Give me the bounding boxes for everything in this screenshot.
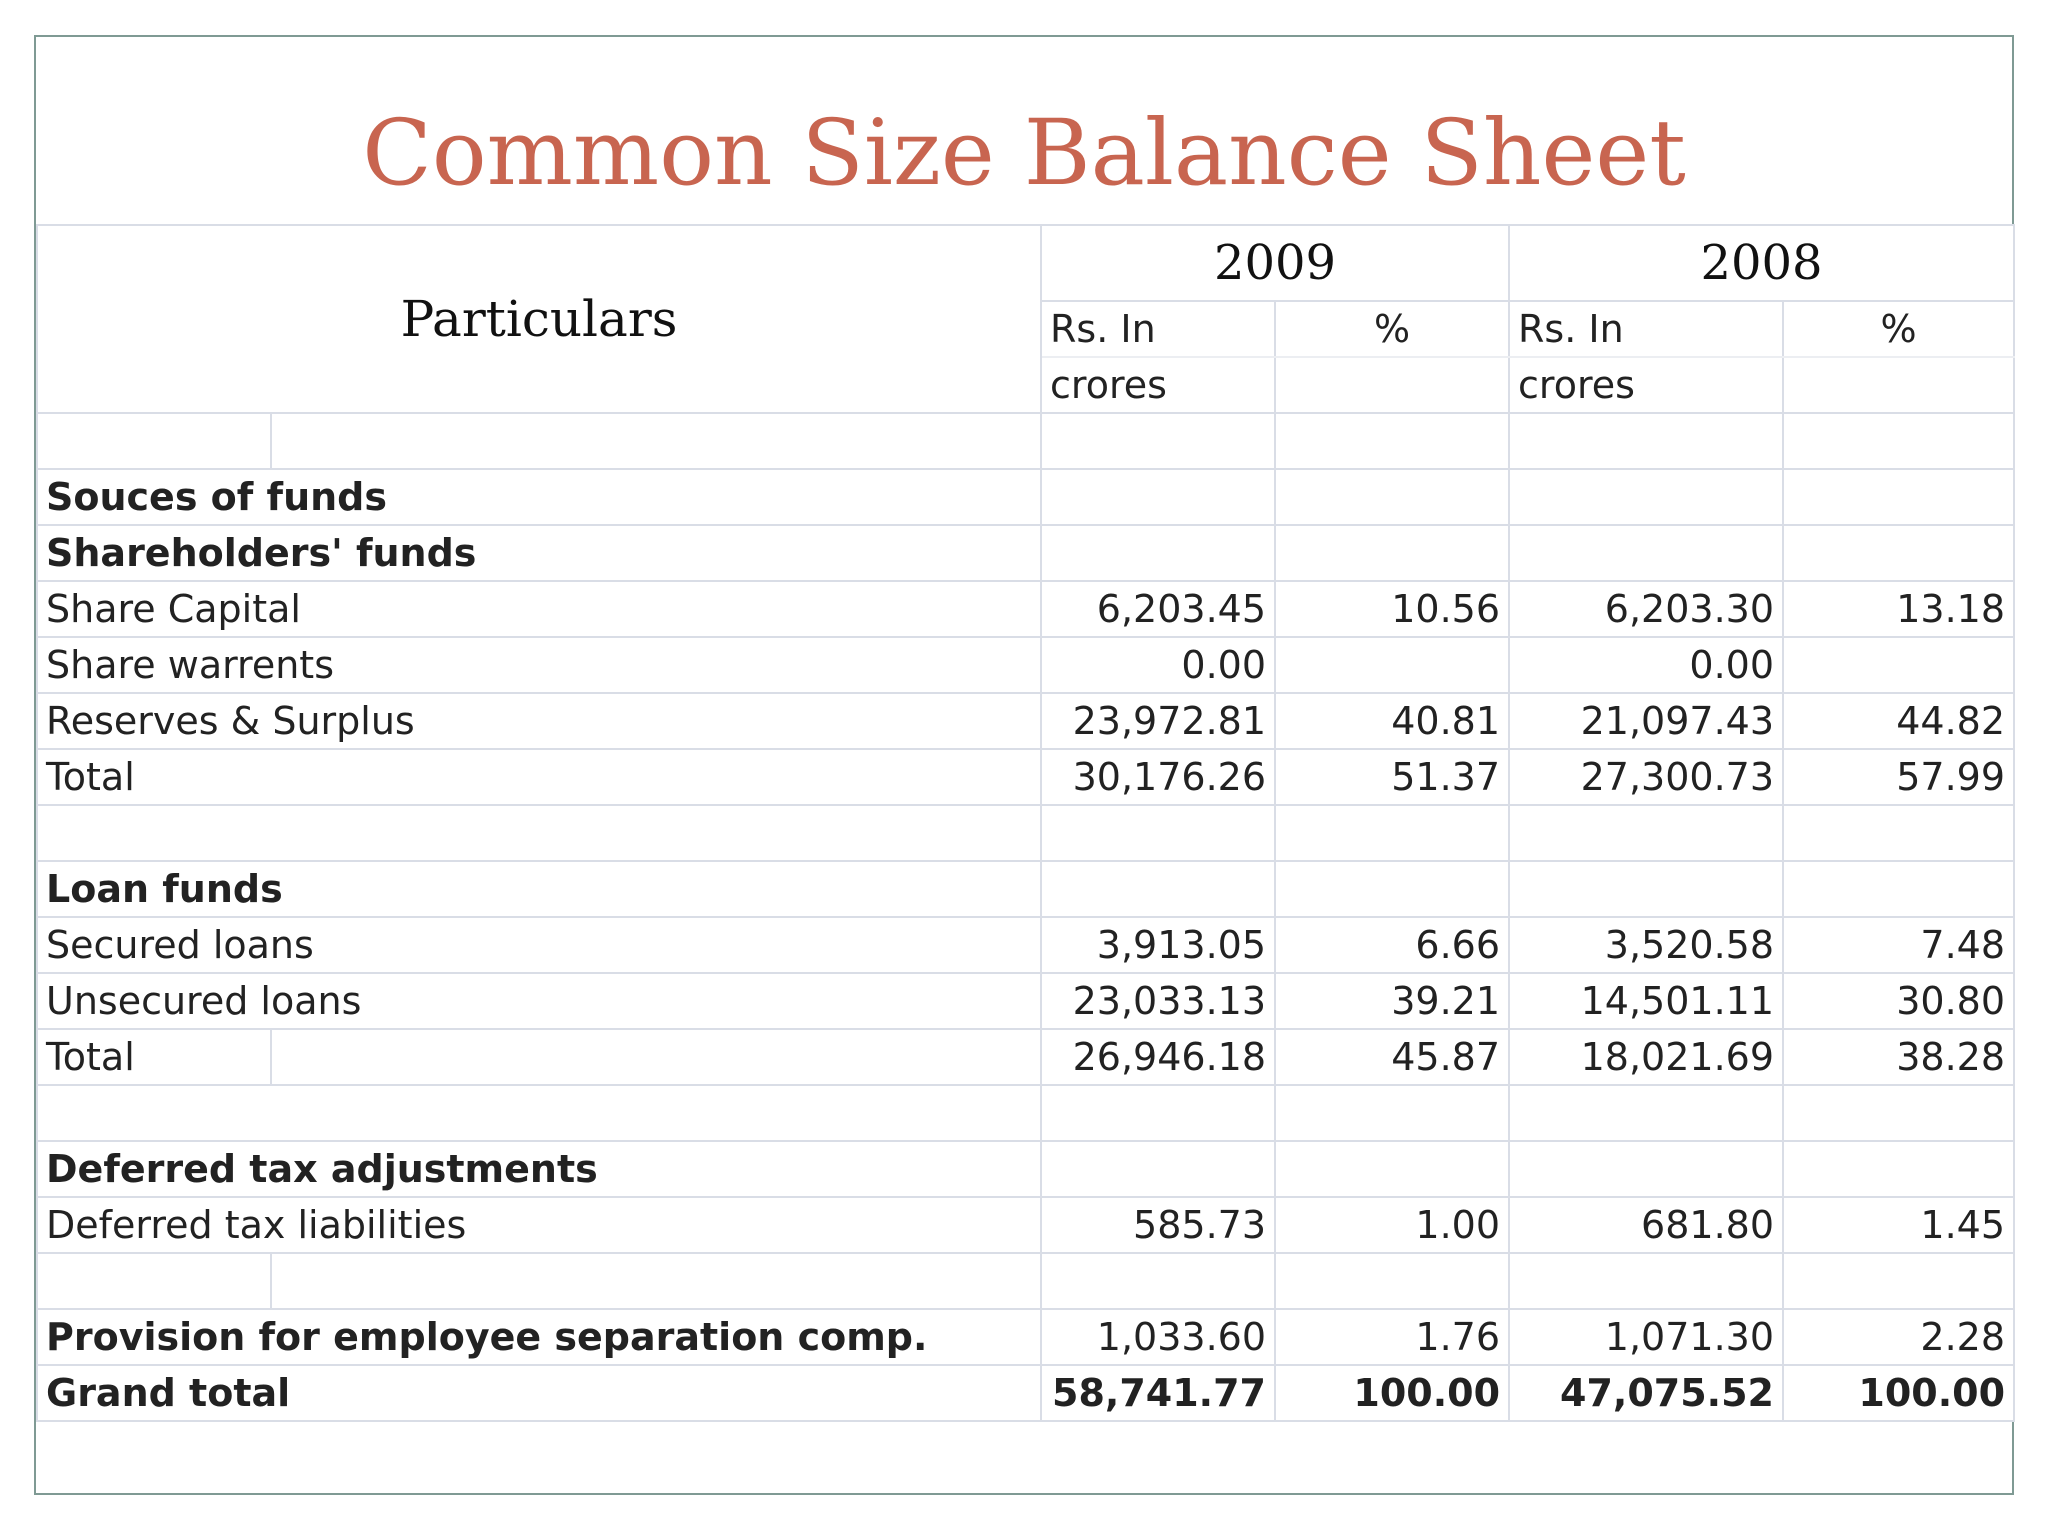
- cell-y2009-amount: 1,033.60: [1041, 1309, 1275, 1365]
- row-label: Souces of funds: [37, 469, 1041, 525]
- cell-y2009-amount: 0.00: [1041, 637, 1275, 693]
- table-row: [37, 805, 2014, 861]
- cell-y2009-amount: [1041, 413, 1275, 469]
- row-label: Total: [37, 1029, 271, 1085]
- row-label: Total: [37, 749, 1041, 805]
- table-body: [37, 225, 2014, 1421]
- table-row: [37, 749, 2014, 805]
- cell-y2008-amount: 27,300.73: [1509, 749, 1783, 805]
- row-label: Reserves & Surplus: [37, 693, 1041, 749]
- table-row: [37, 1309, 2014, 1365]
- row-label: Share Capital: [37, 581, 1041, 637]
- cell-y2008-amount: [1509, 469, 1783, 525]
- cell-y2009-pct: [1275, 637, 1509, 693]
- cell-y2009-amount: 30,176.26: [1041, 749, 1275, 805]
- row-label: Grand total: [37, 1365, 1041, 1421]
- cell-y2009-pct: 51.37: [1275, 749, 1509, 805]
- cell-y2009-amount: 23,033.13: [1041, 973, 1275, 1029]
- cell-y2009-pct: 100.00: [1275, 1365, 1509, 1421]
- cell-y2008-amount: 1,071.30: [1509, 1309, 1783, 1365]
- cell-y2009-pct: 1.00: [1275, 1197, 1509, 1253]
- cell-y2008-pct: [1783, 861, 2014, 917]
- cell-y2009-pct: [1275, 469, 1509, 525]
- cell-y2008-amount: 47,075.52: [1509, 1365, 1783, 1421]
- cell-y2009-pct: [1275, 805, 1509, 861]
- cell-y2008-pct: 7.48: [1783, 917, 2014, 973]
- row-label-spacer: [271, 413, 1041, 469]
- cell-y2008-pct: 100.00: [1783, 1365, 2014, 1421]
- cell-y2009-amount: 23,972.81: [1041, 693, 1275, 749]
- cell-y2009-amount: 26,946.18: [1041, 1029, 1275, 1085]
- cell-y2008-amount: 681.80: [1509, 1197, 1783, 1253]
- table-row: [37, 917, 2014, 973]
- cell-y2009-pct: [1275, 1253, 1509, 1309]
- table-row: [37, 973, 2014, 1029]
- cell-y2009-amount: [1041, 1253, 1275, 1309]
- cell-y2008-amount: 3,520.58: [1509, 917, 1783, 973]
- cell-y2008-pct: [1783, 469, 2014, 525]
- row-label: Deferred tax liabilities: [37, 1197, 1041, 1253]
- cell-y2008-pct: 2.28: [1783, 1309, 2014, 1365]
- cell-y2009-amount: 585.73: [1041, 1197, 1275, 1253]
- cell-y2008-amount: [1509, 525, 1783, 581]
- table-row: [37, 1029, 2014, 1085]
- table-row: [37, 1197, 2014, 1253]
- cell-y2008-amount: 6,203.30: [1509, 581, 1783, 637]
- cell-y2008-pct: 1.45: [1783, 1197, 2014, 1253]
- amount-header-2008-line2: crores: [1509, 357, 1783, 413]
- percent-header-2008: %: [1783, 301, 2014, 357]
- amount-header-2009-line1: Rs. In: [1041, 301, 1275, 357]
- cell-y2008-pct: 44.82: [1783, 693, 2014, 749]
- table-row: [37, 525, 2014, 581]
- year-header-2009: 2009: [1041, 225, 1509, 301]
- table-row: [37, 693, 2014, 749]
- cell-y2008-pct: 57.99: [1783, 749, 2014, 805]
- percent-header-2008-blank: [1783, 357, 2014, 413]
- cell-y2008-pct: [1783, 1085, 2014, 1141]
- cell-y2008-amount: [1509, 861, 1783, 917]
- cell-y2008-pct: [1783, 413, 2014, 469]
- cell-y2008-amount: [1509, 1141, 1783, 1197]
- cell-y2008-amount: 14,501.11: [1509, 973, 1783, 1029]
- cell-y2009-pct: 10.56: [1275, 581, 1509, 637]
- amount-header-2008-line1: Rs. In: [1509, 301, 1783, 357]
- balance-sheet-table: [36, 224, 2015, 1422]
- cell-y2009-pct: [1275, 1141, 1509, 1197]
- cell-y2008-pct: [1783, 637, 2014, 693]
- table-row: [37, 861, 2014, 917]
- cell-y2009-pct: [1275, 1085, 1509, 1141]
- cell-y2009-amount: [1041, 805, 1275, 861]
- table-row: [37, 1253, 2014, 1309]
- row-label: Share warrents: [37, 637, 1041, 693]
- year-header-2008: 2008: [1509, 225, 2014, 301]
- cell-y2009-amount: [1041, 525, 1275, 581]
- table-row: [37, 1141, 2014, 1197]
- cell-y2009-amount: 3,913.05: [1041, 917, 1275, 973]
- cell-y2009-amount: [1041, 1085, 1275, 1141]
- cell-y2008-amount: [1509, 805, 1783, 861]
- cell-y2008-pct: [1783, 805, 2014, 861]
- cell-y2008-pct: 38.28: [1783, 1029, 2014, 1085]
- slide-title: Common Size Balance Sheet: [362, 101, 1686, 206]
- percent-header-2009: %: [1275, 301, 1509, 357]
- row-label: Unsecured loans: [37, 973, 1041, 1029]
- row-label: Deferred tax adjustments: [37, 1141, 1041, 1197]
- row-label: [37, 805, 1041, 861]
- table-row: [37, 1085, 2014, 1141]
- cell-y2009-pct: [1275, 861, 1509, 917]
- row-label: Secured loans: [37, 917, 1041, 973]
- cell-y2009-pct: [1275, 413, 1509, 469]
- cell-y2008-pct: [1783, 1253, 2014, 1309]
- row-label: Provision for employee separation comp.: [37, 1309, 1041, 1365]
- row-label: Shareholders' funds: [37, 525, 1041, 581]
- cell-y2009-amount: 6,203.45: [1041, 581, 1275, 637]
- table-row: [37, 581, 2014, 637]
- table-row: [37, 1365, 2014, 1421]
- cell-y2008-amount: [1509, 1253, 1783, 1309]
- cell-y2009-pct: 40.81: [1275, 693, 1509, 749]
- cell-y2009-pct: [1275, 525, 1509, 581]
- row-label: [37, 1253, 271, 1309]
- cell-y2008-pct: 30.80: [1783, 973, 2014, 1029]
- cell-y2008-amount: 18,021.69: [1509, 1029, 1783, 1085]
- cell-y2008-amount: 21,097.43: [1509, 693, 1783, 749]
- row-label: [37, 413, 271, 469]
- cell-y2008-amount: 0.00: [1509, 637, 1783, 693]
- table-row: [37, 637, 2014, 693]
- amount-header-2009-line2: crores: [1041, 357, 1275, 413]
- row-label: Loan funds: [37, 861, 1041, 917]
- percent-header-2009-blank: [1275, 357, 1509, 413]
- table-row: [37, 413, 2014, 469]
- cell-y2009-pct: 39.21: [1275, 973, 1509, 1029]
- cell-y2009-amount: [1041, 1141, 1275, 1197]
- cell-y2008-pct: 13.18: [1783, 581, 2014, 637]
- header-row-years: [37, 225, 2014, 301]
- cell-y2008-pct: [1783, 1141, 2014, 1197]
- cell-y2009-amount: [1041, 861, 1275, 917]
- cell-y2009-pct: 1.76: [1275, 1309, 1509, 1365]
- cell-y2009-amount: [1041, 469, 1275, 525]
- row-label-spacer: [271, 1029, 1041, 1085]
- cell-y2008-amount: [1509, 413, 1783, 469]
- cell-y2009-pct: 45.87: [1275, 1029, 1509, 1085]
- row-label-spacer: [271, 1253, 1041, 1309]
- cell-y2009-pct: 6.66: [1275, 917, 1509, 973]
- cell-y2008-amount: [1509, 1085, 1783, 1141]
- table-row: [37, 469, 2014, 525]
- cell-y2008-pct: [1783, 525, 2014, 581]
- particulars-header: Particulars: [37, 225, 1041, 413]
- cell-y2009-amount: 58,741.77: [1041, 1365, 1275, 1421]
- row-label: [37, 1085, 1041, 1141]
